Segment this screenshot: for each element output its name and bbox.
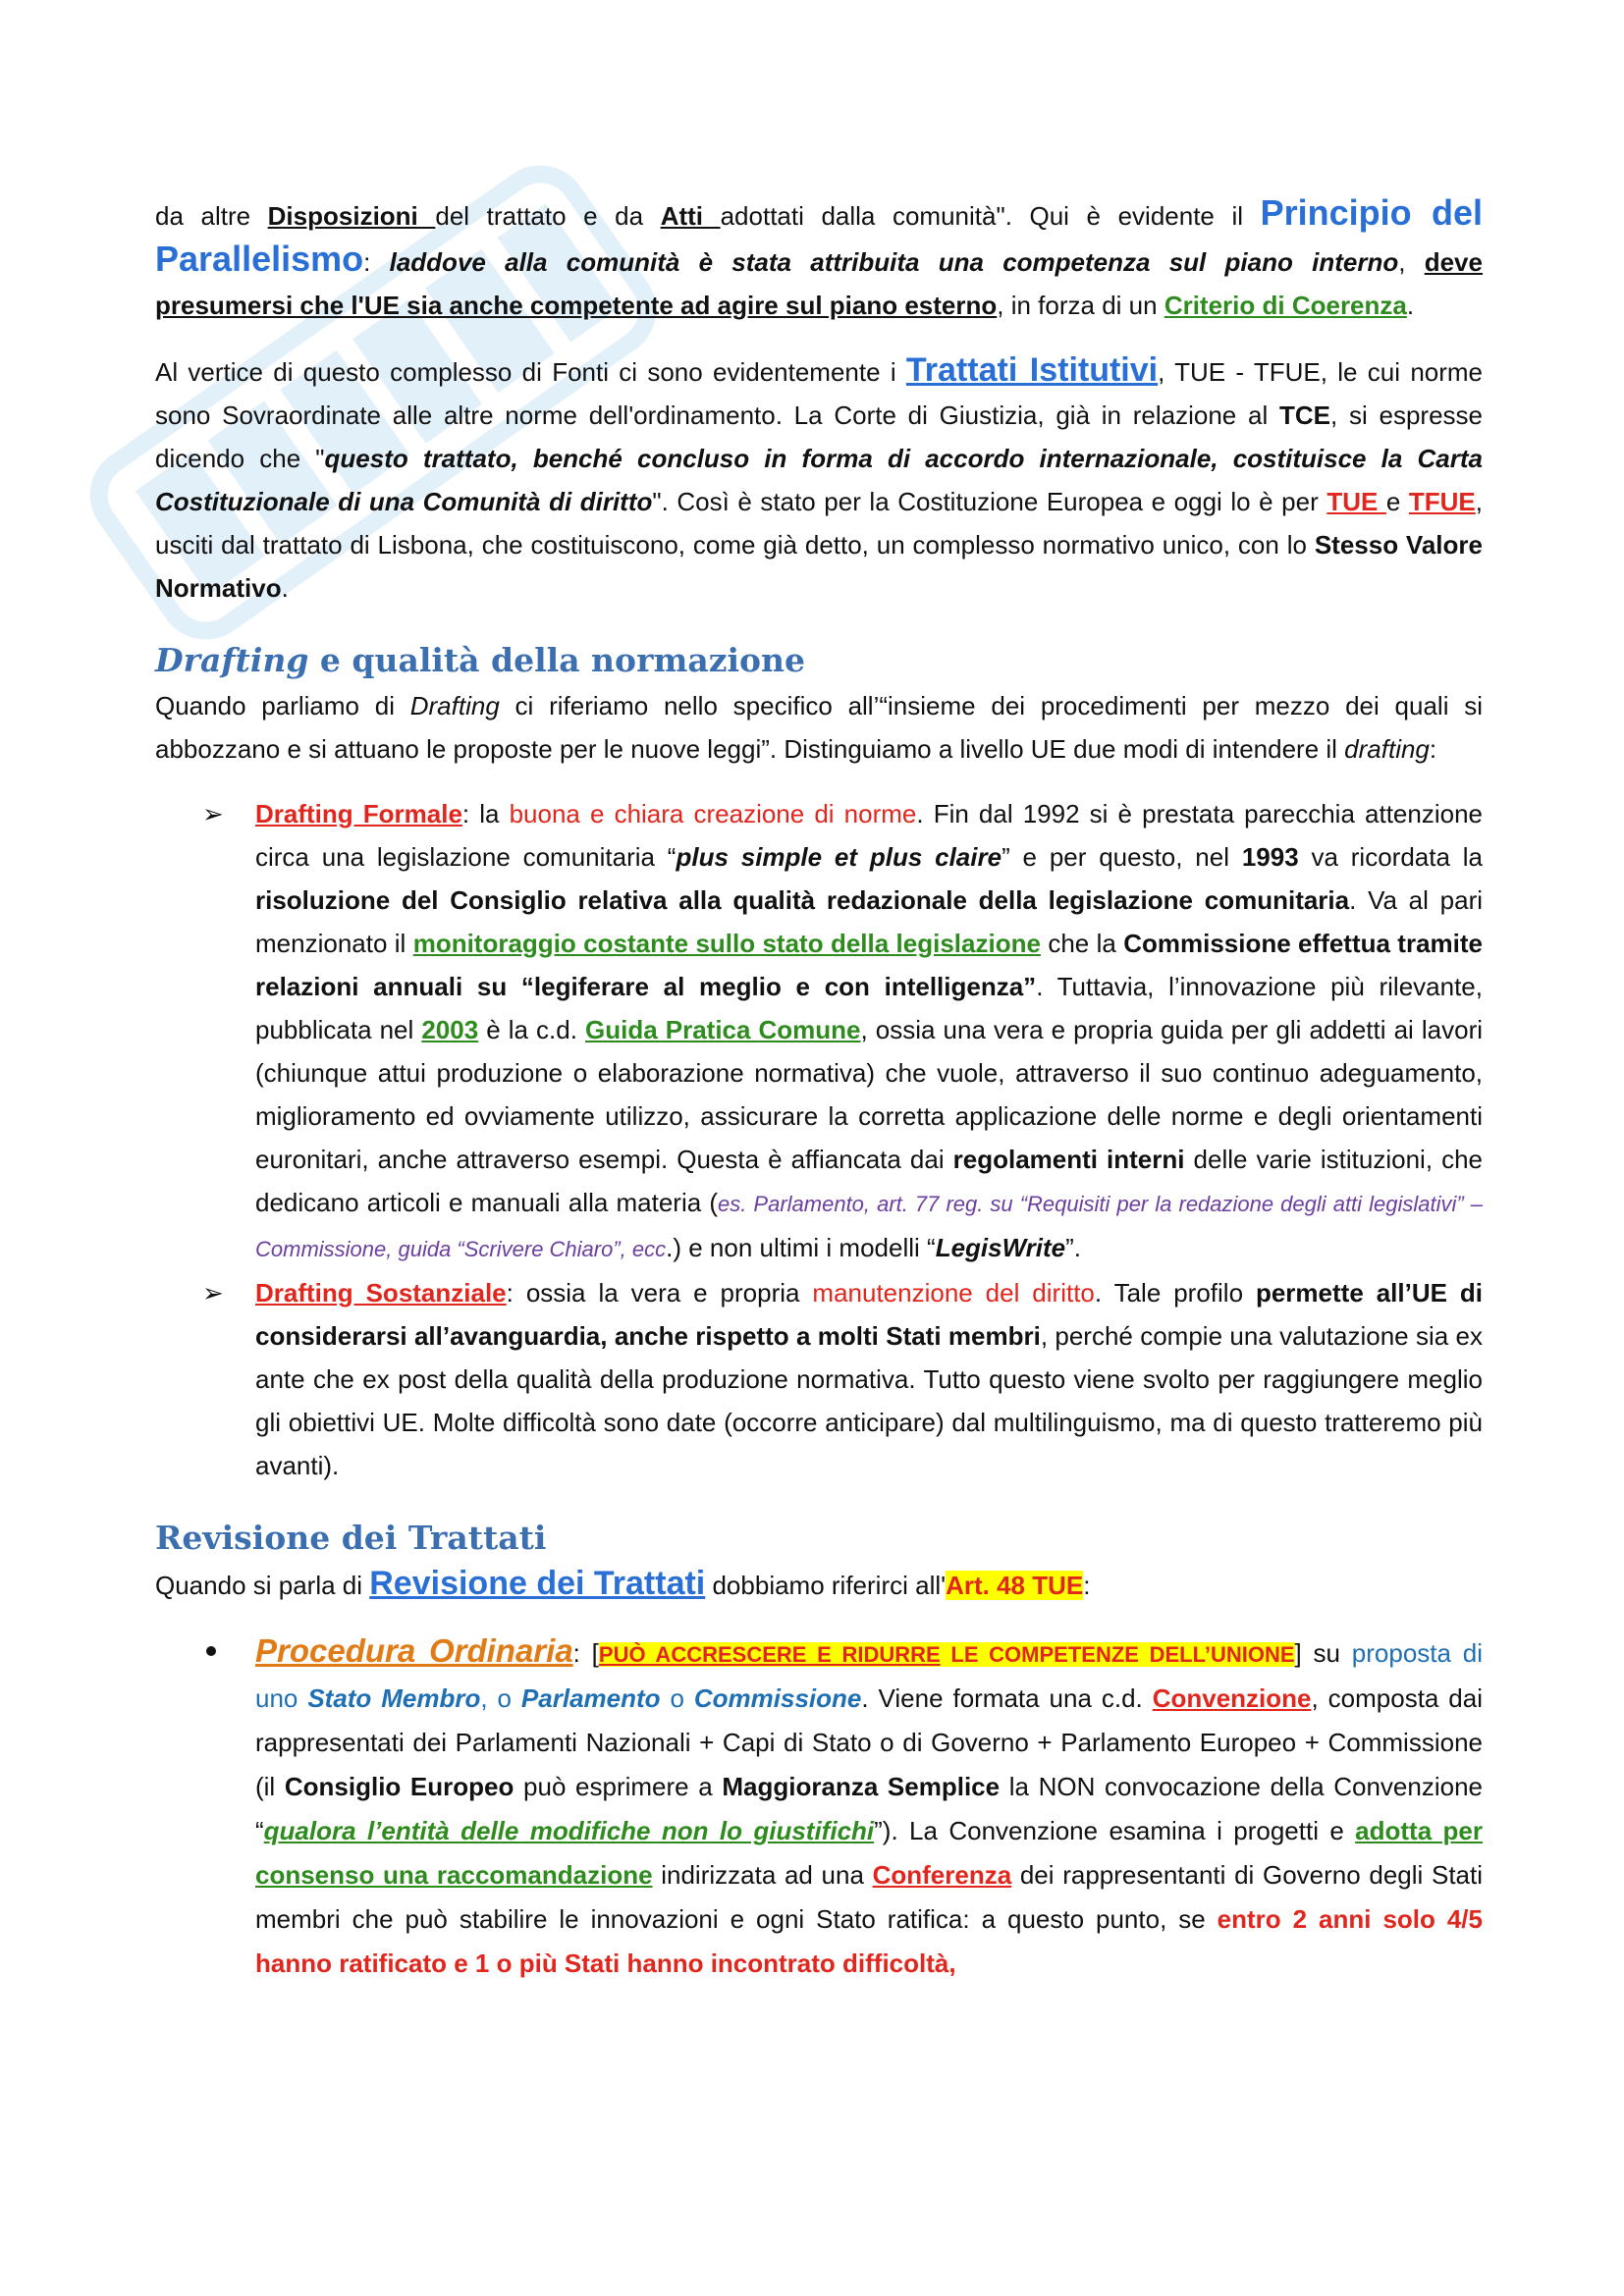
- term-revisione: Revisione dei Trattati: [369, 1565, 706, 1602]
- text: , composta dai rappresentati dei Parlamenti Nazionali + Capi di Stato o di Governo + Parlamento Europeo + Commissione (il: [255, 1683, 1484, 1801]
- text: .) e non ultimi i modelli “: [666, 1233, 936, 1262]
- text: . Va al pari menzionato il: [255, 885, 1483, 958]
- text: dobbiamo riferirci all': [705, 1571, 947, 1600]
- text: , ossia una vera e propria guida per gli addetti ai lavori (chiunque attui produzione o elaborazione normativa) che vuole, attraverso il suo continuo adeguamento, miglioramento ed ovviamente utilizzo, assicurare la corretta applicazione delle norme e degli orientamenti euronitari, anche attraverso esempi. Questa è affiancata dai: [255, 1015, 1484, 1174]
- text: ” e per questo, nel: [1001, 842, 1242, 872]
- paragraph-trattati-istitutivi: [155, 348, 1483, 610]
- term-art-48: Art. 48 TUE: [946, 1571, 1084, 1600]
- term-guida-pratica: Guida Pratica Comune: [585, 1015, 861, 1044]
- text: :: [363, 247, 390, 277]
- text: , usciti dal trattato di Lisbona, che costituiscono, come già detto, un complesso normativo unico, con lo: [155, 487, 1483, 560]
- note-examples: es. Parlamento, art. 77 reg. su “Requisiti per la redazione degli atti legislativi” – Commissione, guida “Scrivere Chiaro”, ecc: [255, 1192, 1483, 1261]
- emphasis-competenza-esterna: deve presumersi che l'UE sia anche competente ad agire sul piano esterno: [155, 247, 1483, 320]
- list-item-procedura-ordinaria: [155, 1629, 1483, 1986]
- text: , perché compie una valutazione sia ex ante che ex post della qualità della produzione normativa. Tutto questo viene svolto per raggiungere meglio gli obiettivi UE. Molte difficoltà sono date (occorre anticipare) dal multilinguismo, ma di questo tratteremo più avanti).: [255, 1321, 1483, 1480]
- term-tue: TUE: [1326, 487, 1386, 516]
- text: , TUE - TFUE, le cui norme sono Sovraordinate alle altre norme dell'ordinamento. La Corte di Giustizia, già in relazione al: [155, 357, 1484, 430]
- term-parlamento: Parlamento: [520, 1683, 661, 1713]
- text: va ricordata la: [1298, 842, 1483, 872]
- term-commissione: Commissione: [693, 1683, 862, 1713]
- text: da altre: [155, 201, 268, 231]
- term-principio-parallelismo: Principio del Parallelismo: [155, 192, 1483, 279]
- text: è la c.d.: [478, 1015, 586, 1044]
- paragraph-parallelismo: [155, 191, 1483, 327]
- text: ci riferiamo nello specifico all’“insieme dei procedimenti per mezzo dei quali si abbozzano e si attuano le proposte per le nuove leggi”. Distinguiamo a livello UE due modi di intendere il: [155, 691, 1484, 764]
- text: , o: [480, 1683, 521, 1713]
- term-drafting: drafting: [1344, 734, 1430, 764]
- text: .: [281, 573, 289, 603]
- text: ] su: [1294, 1638, 1352, 1668]
- text: del trattato e da: [435, 201, 661, 231]
- term-maggioranza: Maggioranza Semplice: [722, 1772, 1001, 1801]
- arrow-bullet-icon: ➢: [202, 1278, 224, 1308]
- term-stato-membro: Stato Membro: [307, 1683, 481, 1713]
- term-commissione: Commissione effettua tramite relazioni annuali su “legiferare al meglio e con intelligenza”: [255, 929, 1484, 1001]
- term-drafting: Drafting: [409, 691, 500, 721]
- text: e: [1385, 487, 1409, 516]
- paragraph-revisione-intro: [155, 1562, 1483, 1607]
- term-adotta-consenso: adotta per consenso una raccomandazione: [255, 1816, 1483, 1890]
- text: delle varie istituzioni, che dedicano articoli e manuali alla materia (: [255, 1145, 1483, 1217]
- text: : la: [461, 799, 510, 828]
- text: : ossia la vera e propria: [506, 1278, 813, 1308]
- quote-qualora: qualora l’entità delle modifiche non lo giustifichi: [263, 1816, 875, 1845]
- quote-plus-simple: plus simple et plus claire: [676, 842, 1002, 872]
- text: che la: [1040, 929, 1124, 958]
- text: .: [1406, 291, 1415, 320]
- year-2003: 2003: [421, 1015, 479, 1044]
- term-conferenza: Conferenza: [872, 1860, 1012, 1890]
- emphasis-red: manutenzione del diritto: [812, 1278, 1095, 1308]
- text: , si espresse dicendo che ": [155, 400, 1483, 473]
- text: :: [1083, 1571, 1091, 1600]
- text: , in forza di un: [997, 291, 1164, 320]
- text: . Tuttavia, l’innovazione più rilevante, pubblicata nel: [255, 972, 1483, 1044]
- text: adottati dalla comunità". Qui è evidente il: [720, 201, 1261, 231]
- heading-rest: e qualità della normazione: [308, 641, 806, 679]
- text: . Fin dal 1992 si è prestata parecchia attenzione circa una legislazione comunitaria “: [255, 799, 1483, 872]
- heading-drafting: [155, 637, 1483, 684]
- quote-corte-giustizia: questo trattato, benché concluso in forma di accordo internazionale, costituisce la Carta Costituzionale di una Comunità di diritto: [155, 444, 1483, 516]
- paragraph-drafting-intro: [155, 684, 1483, 771]
- term-tfue: TFUE: [1408, 487, 1476, 516]
- term-drafting-sostanziale: Drafting Sostanziale: [255, 1278, 507, 1308]
- term-regolamenti: regolamenti interni: [952, 1145, 1185, 1174]
- year-1993: 1993: [1241, 842, 1299, 872]
- term-criterio-coerenza: Criterio di Coerenza: [1164, 291, 1407, 320]
- term-drafting-formale: Drafting Formale: [255, 799, 462, 828]
- text: ,: [1398, 247, 1425, 277]
- highlight-competenze: LE COMPETENZE DELL’UNIONE: [940, 1642, 1295, 1667]
- text: : [: [572, 1638, 599, 1668]
- text: ”). La Convenzione esamina i progetti e: [874, 1816, 1356, 1845]
- term-stesso-valore: Stesso Valore Normativo: [155, 530, 1483, 603]
- emphasis-avanguardia: permette all’UE di considerarsi all’avanguardia, anche rispetto a molti Stati membri: [255, 1278, 1484, 1351]
- term-atti: Atti: [660, 201, 721, 231]
- emphasis-competenza-interna: laddove alla comunità è stata attribuita una competenza sul piano interno: [389, 247, 1399, 277]
- list-item-drafting-formale: [155, 792, 1483, 1271]
- text: può esprimere a: [514, 1772, 723, 1801]
- emphasis-entro-2-anni: entro 2 anni solo 4/5 hanno ratificato e 1 o più Stati hanno incontrato difficoltà,: [255, 1904, 1483, 1978]
- term-risoluzione: risoluzione del Consiglio relativa alla qualità redazionale della legislazione comunitaria: [255, 885, 1350, 915]
- highlight-accrescere: PUÒ ACCRESCERE E RIDURRE: [598, 1642, 941, 1667]
- text: Quando si parla di: [155, 1571, 370, 1600]
- text: o: [660, 1683, 694, 1713]
- text: Quando parliamo di: [155, 691, 410, 721]
- text: :: [1429, 734, 1437, 764]
- term-legiswrite: LegisWrite: [935, 1233, 1066, 1262]
- text: Al vertice di questo complesso di Fonti ci sono evidentemente i: [155, 357, 906, 387]
- procedure-list: [155, 1629, 1483, 1986]
- arrow-bullet-icon: ➢: [202, 799, 224, 828]
- bullet-dot-icon: [206, 1646, 216, 1656]
- term-tce: TCE: [1279, 400, 1330, 430]
- term-procedura-ordinaria: Procedura Ordinaria: [255, 1632, 573, 1669]
- text: dei rappresentanti di Governo degli Stati membri che può stabilire le innovazioni e ogni Stato ratifica: a questo punto, se: [255, 1860, 1484, 1934]
- document-page: [155, 191, 1483, 1986]
- text: . Tale profilo: [1094, 1278, 1256, 1308]
- text-proposta: proposta di uno: [255, 1638, 1483, 1713]
- term-monitoraggio: monitoraggio costante sullo stato della legislazione: [412, 929, 1041, 958]
- text: ". Così è stato per la Costituzione Europea e oggi lo è per: [652, 487, 1327, 516]
- term-convenzione: Convenzione: [1152, 1683, 1312, 1713]
- heading-revisione: Revisione dei Trattati: [155, 1519, 547, 1557]
- text: la NON convocazione della Convenzione “: [255, 1772, 1483, 1845]
- text: ”.: [1065, 1233, 1082, 1262]
- term-disposizioni: Disposizioni: [267, 201, 436, 231]
- term-trattati-istitutivi: Trattati Istitutivi: [905, 351, 1159, 389]
- drafting-list: [155, 792, 1483, 1487]
- text: . Viene formata una c.d.: [861, 1683, 1153, 1713]
- emphasis-red: buona e chiara creazione di norme: [509, 799, 917, 828]
- text: indirizzata ad una: [652, 1860, 873, 1890]
- term-consiglio-europeo: Consiglio Europeo: [284, 1772, 514, 1801]
- heading-italic: Drafting: [155, 641, 309, 679]
- list-item-drafting-sostanziale: [155, 1271, 1483, 1487]
